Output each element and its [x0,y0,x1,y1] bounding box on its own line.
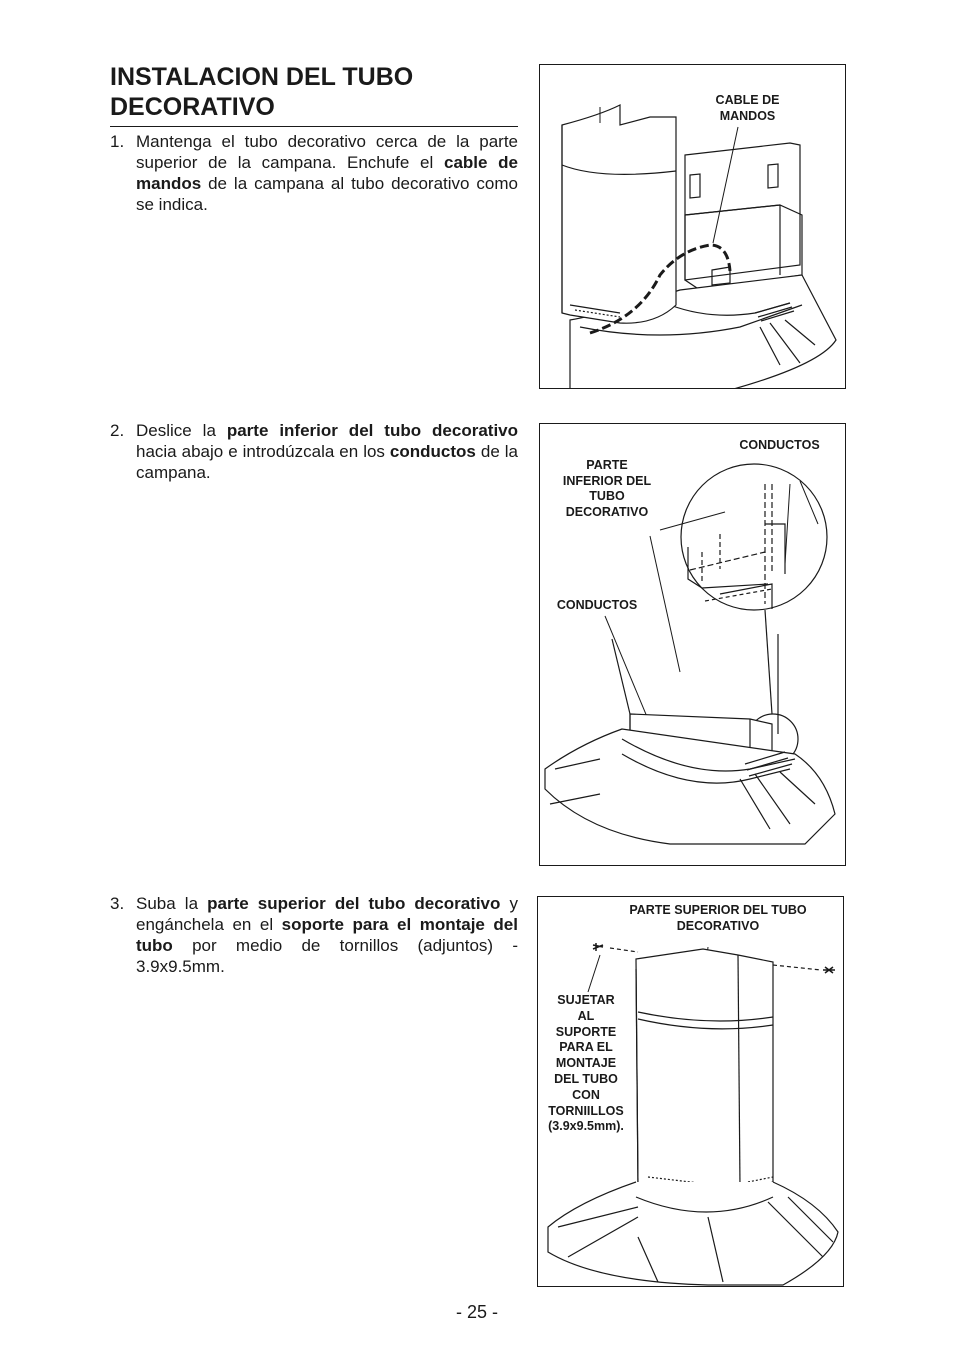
label-cable-de-mandos: CABLE DE MANDOS [715,93,780,123]
section-title-line2: DECORATIVO [110,93,275,121]
step-3 [110,893,518,977]
label-parte-inferior: PARTE INFERIOR DEL TUBO DECORATIVO [562,458,652,519]
title-underline [110,126,518,127]
step-number: 3. [110,894,125,913]
step-text-part: Deslice la [136,421,227,440]
label-conductos-top: CONDUCTOS [739,438,820,452]
step-text-part: de la campana. [136,442,518,482]
step-1 [110,131,518,215]
step-text-bold: conductos [389,442,476,461]
step-text-bold: parte superior del tubo decorativo [207,894,501,913]
step-text-part: hacia abajo e introdúzcala en los [136,442,390,461]
step-text [136,131,518,215]
step-text-part: por medio de tornillos (adjuntos) - 3.9x9.5mm. [136,936,518,976]
step-text [136,420,518,483]
step-text-bold: cable de mandos [136,153,518,193]
step-text [136,893,518,977]
step-text-part: y engánchela en el [136,894,518,934]
label-sujetar-al-soporte: SUJETAR AL SUPORTE PARA EL MONTAJE DEL TUBO CON TORNIILLOS (3.9x9.5mm). [548,993,624,1134]
figure-3-upper-tube-mounting [537,896,844,1287]
figure-2-lower-tube-conduits [539,423,846,866]
step-text-bold: parte inferior del tubo decorativo [226,421,519,440]
figure-1-cable-connection [539,64,846,389]
label-conductos-left: CONDUCTOS [556,598,638,612]
label-parte-superior: PARTE SUPERIOR DEL TUBO DECORATIVO [629,903,807,933]
step-text-bold: soporte para el montaje del tubo [136,915,518,955]
page-number: - 25 - [455,1302,498,1322]
step-number: 2. [110,421,125,440]
step-text-part: Mantenga el tubo decorativo cerca de la parte superior de la campana. Enchufe el [136,132,518,172]
section-title-line1: INSTALACION DEL TUBO [110,63,414,91]
section-title [110,62,518,122]
step-2 [110,420,518,483]
step-text-part: de la campana al tubo decorativo como se indica. [136,174,518,214]
step-number: 1. [110,132,125,151]
step-text-part: Suba la [136,894,208,913]
